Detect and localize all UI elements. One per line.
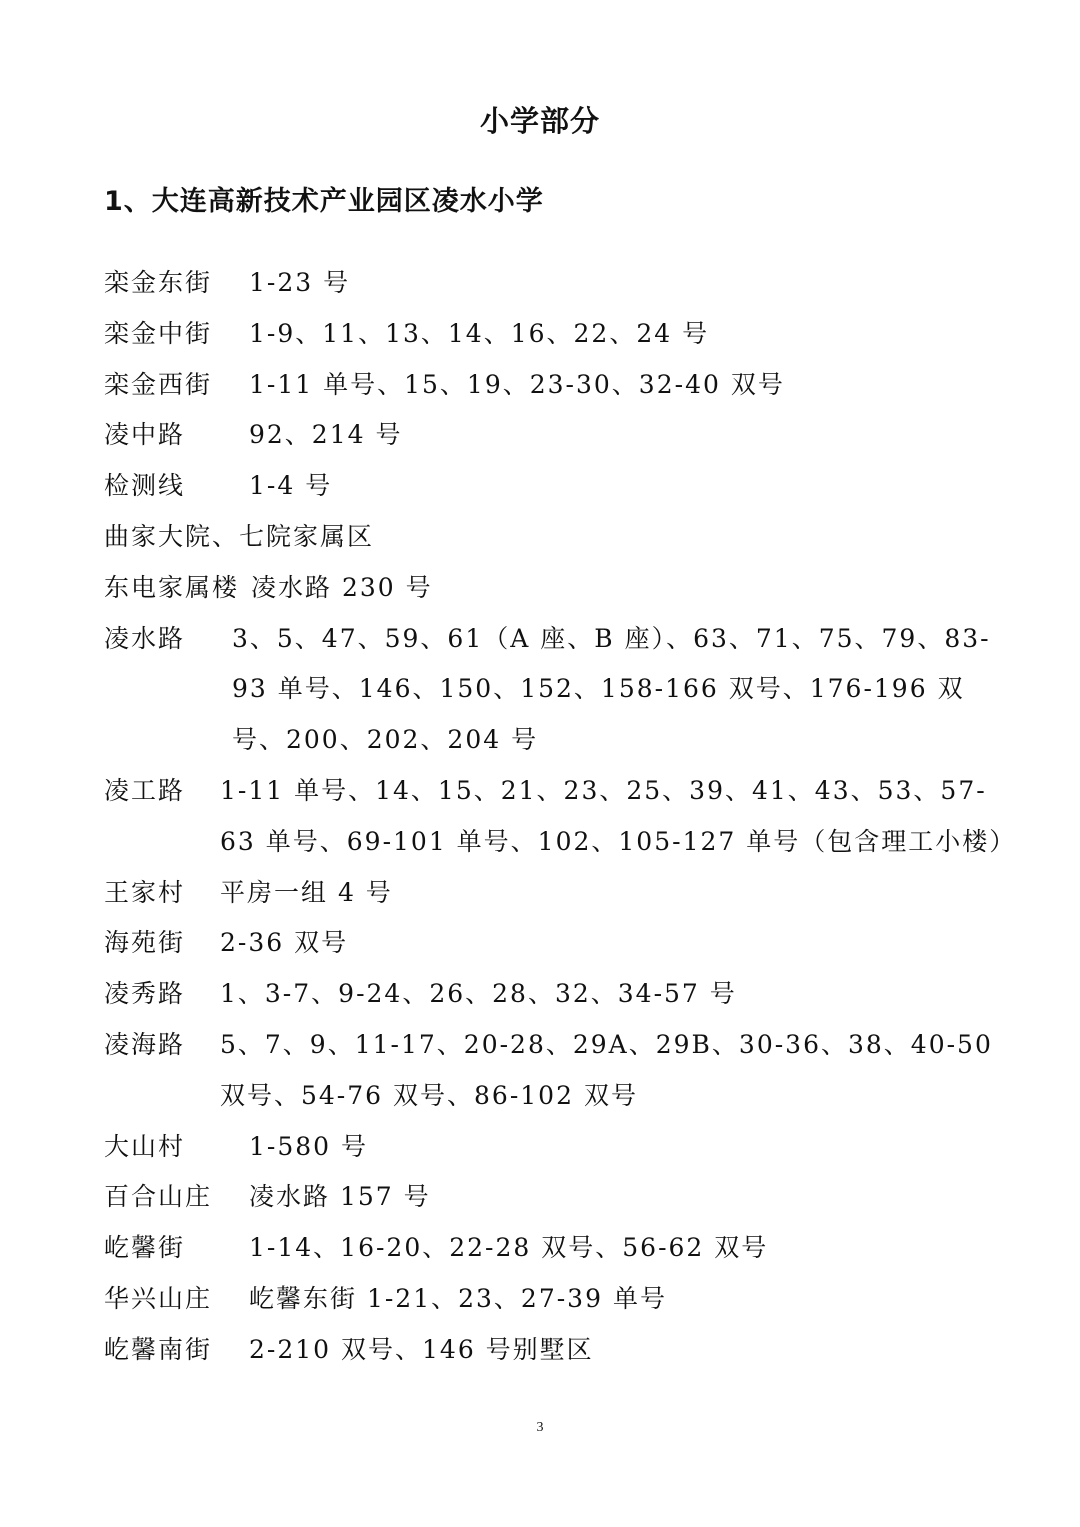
street-name: 王家村	[104, 877, 186, 907]
street-name: 百合山庄	[104, 1182, 213, 1212]
list-item	[104, 1122, 1004, 1173]
house-numbers: 凌水路 230 号	[251, 572, 433, 602]
list-item	[104, 868, 1004, 919]
house-numbers: 92、214 号	[249, 420, 403, 450]
house-numbers: 1-11 单号、15、19、23-30、32-40 双号	[249, 369, 785, 399]
street-name: 凌水路	[104, 623, 186, 653]
street-name: 凌中路	[104, 420, 186, 450]
page-number: 3	[536, 1420, 544, 1435]
house-numbers: 1-14、16-20、22-28 双号、56-62 双号	[249, 1233, 769, 1263]
list-item	[104, 1020, 1004, 1122]
house-numbers: 1-23 号	[249, 268, 351, 297]
street-name: 海苑街	[104, 928, 186, 958]
list-item	[104, 512, 1004, 563]
page-title: 小学部分	[479, 104, 600, 138]
street-name: 栾金东街	[104, 268, 213, 297]
house-numbers: 平房一组 4 号	[220, 877, 393, 907]
house-numbers: 1-580 号	[249, 1131, 369, 1161]
house-numbers: 1-4 号	[249, 471, 333, 501]
street-name: 东电家属楼	[104, 572, 240, 602]
list-item	[104, 766, 1017, 868]
section-heading: 1、大连高新技术产业园区凌水小学	[104, 186, 544, 217]
list-item	[104, 969, 1004, 1020]
street-name: 凌工路	[104, 775, 186, 805]
street-name: 检测线	[104, 471, 186, 501]
address-list	[104, 258, 1017, 1376]
house-numbers: 2-210 双号、146 号别墅区	[249, 1334, 594, 1364]
list-item	[104, 614, 1004, 766]
house-numbers	[386, 512, 1004, 563]
list-item	[104, 918, 1004, 969]
street-name: 栾金中街	[104, 318, 213, 348]
list-item	[104, 1274, 1004, 1325]
house-numbers: 3、5、47、59、61（A 座、B 座）、63、71、75、79、83-93 单号、146、150、152、158-166 双号、176-196 双号、200、202、204 号	[232, 623, 991, 755]
house-numbers: 屹馨东街 1-21、23、27-39 单号	[249, 1283, 667, 1313]
list-item	[104, 410, 1004, 461]
street-name: 屹馨南街	[104, 1334, 213, 1364]
list-item	[104, 309, 1004, 360]
list-item	[104, 461, 1004, 512]
street-name: 栾金西街	[104, 369, 213, 399]
list-item	[104, 258, 1004, 309]
street-name: 凌秀路	[104, 979, 186, 1009]
house-numbers: 1、3-7、9-24、26、28、32、34-57 号	[220, 979, 737, 1009]
street-name: 曲家大院、七院家属区	[104, 521, 375, 551]
list-item	[104, 563, 1004, 614]
street-name: 华兴山庄	[104, 1283, 213, 1313]
list-item	[104, 1325, 1004, 1376]
street-name: 屹馨街	[104, 1233, 186, 1263]
list-item	[104, 1223, 1004, 1274]
house-numbers: 2-36 双号	[220, 928, 349, 958]
house-numbers: 1-9、11、13、14、16、22、24 号	[249, 318, 710, 348]
house-numbers: 凌水路 157 号	[249, 1182, 431, 1212]
house-numbers: 5、7、9、11-17、20-28、29A、29B、30-36、38、40-50 双号、54-76 双号、86-102 双号	[220, 1029, 993, 1110]
house-numbers: 1-11 单号、14、15、21、23、25、39、41、43、53、57-63 单号、69-101 单号、102、105-127 单号（包含理工小楼）	[220, 775, 1017, 856]
list-item	[104, 360, 1004, 411]
street-name: 大山村	[104, 1131, 186, 1161]
list-item	[104, 1172, 1004, 1223]
street-name: 凌海路	[104, 1029, 186, 1059]
